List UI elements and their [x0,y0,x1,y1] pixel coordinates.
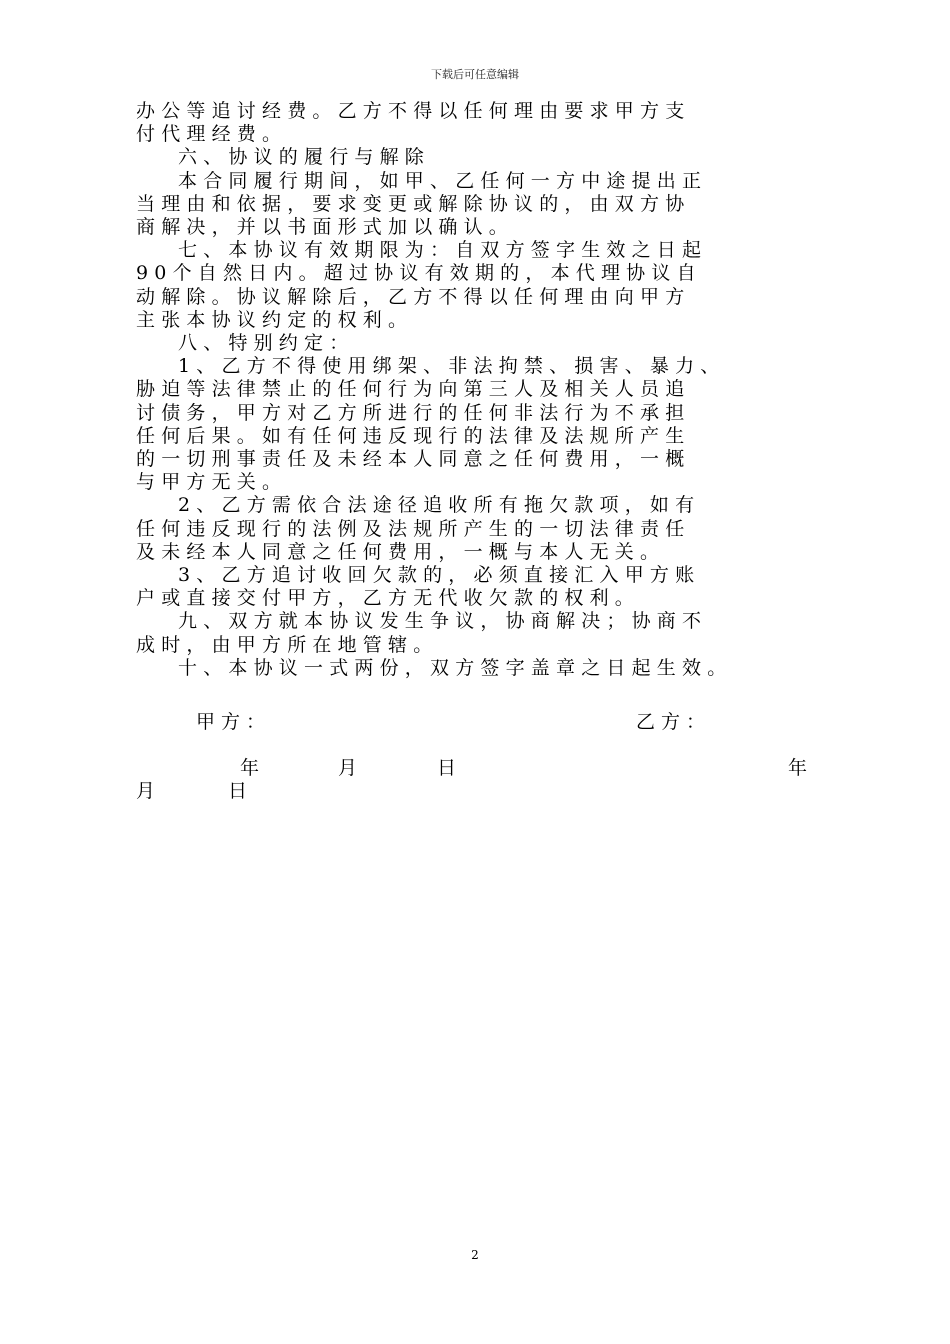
date-month-b: 月 [136,780,162,802]
body-line: 户或直接交付甲方，乙方无代收欠款的权利。 [136,587,641,610]
body-line: 的一切刑事责任及未经本人同意之任何费用，一概 [136,448,691,471]
body-line: 付代理经费。 [136,123,288,146]
body-line: 动解除。协议解除后，乙方不得以任何理由向甲方 [136,285,691,308]
body-line: 本合同履行期间，如甲、乙任何一方中途提出正 [178,169,708,192]
body-line: 主张本协议约定的权利。 [136,308,414,331]
body-line: 3、乙方追讨收回欠款的，必须直接汇入甲方账 [178,564,701,587]
body-line: 当理由和依据，要求变更或解除协议的，由双方协 [136,192,691,215]
date-year-b: 年 [788,757,814,779]
date-day-b: 日 [228,780,254,802]
body-line: 任何后果。如有任何违反现行的法律及法规所产生 [136,424,691,447]
section-heading: 六、协议的履行与解除 [178,146,431,169]
section-heading: 八、特别约定： [178,332,355,355]
body-line: 成时，由甲方所在地管辖。 [136,633,439,656]
body-line: 与甲方无关。 [136,471,288,494]
page-number: 2 [471,1248,479,1262]
body-line: 2、乙方需依合法途径追收所有拖欠款项，如有 [178,494,701,517]
date-day-a: 日 [437,757,463,779]
body-line: 90个自然日内。超过协议有效期的，本代理协议自 [136,262,702,285]
body-line: 及未经本人同意之任何费用，一概与本人无关。 [136,540,666,563]
body-line: 胁迫等法律禁止的任何行为向第三人及相关人员追 [136,378,691,401]
header-note: 下载后可任意编辑 [431,68,519,81]
section-heading: 十、本协议一式两份，双方签字盖章之日起生效。 [178,656,733,679]
party-b-label: 乙方： [636,711,712,733]
body-line: 商解决，并以书面形式加以确认。 [136,216,515,239]
section-heading: 七、本协议有效期限为：自双方签字生效之日起 [178,239,708,262]
document-body [136,100,836,680]
body-line: 讨债务，甲方对乙方所进行的任何非法行为不承担 [136,401,691,424]
date-month-a: 月 [338,757,364,779]
body-line: 1、乙方不得使用绑架、非法拘禁、损害、暴力、 [178,355,726,378]
body-line: 办公等追讨经费。乙方不得以任何理由要求甲方支 [136,100,691,122]
date-year-a: 年 [240,757,266,779]
section-heading: 九、双方就本协议发生争议，协商解决；协商不 [178,610,708,633]
party-a-label: 甲方： [196,711,272,733]
body-line: 任何违反现行的法例及法规所产生的一切法律责任 [136,517,691,540]
